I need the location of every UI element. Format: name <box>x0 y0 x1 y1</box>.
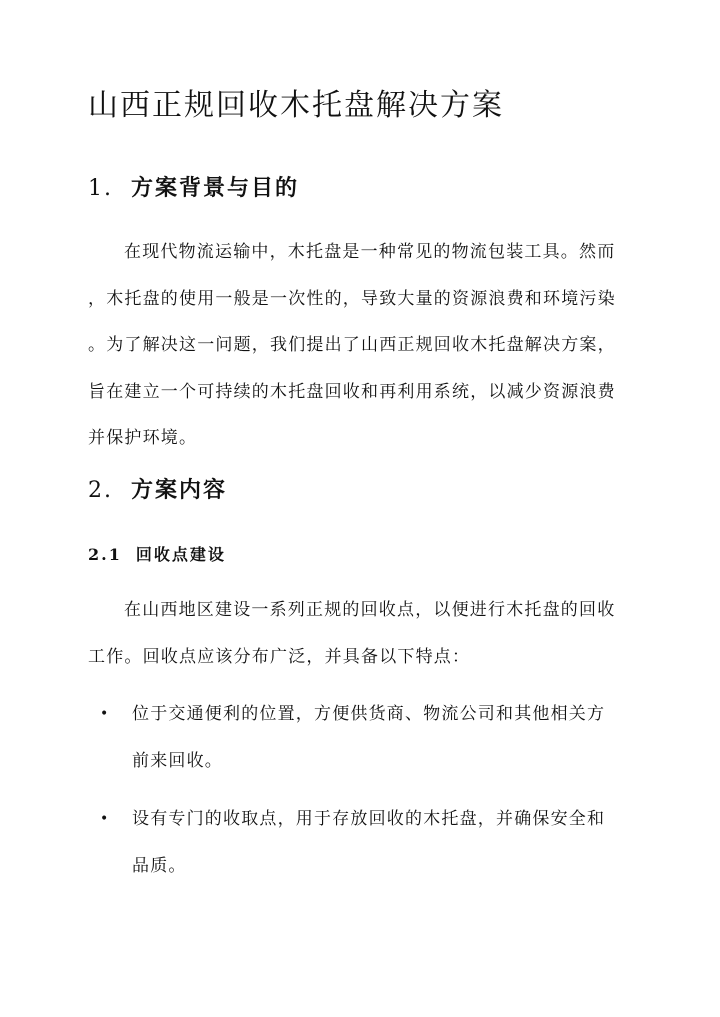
paragraph-line: 并保护环境。 <box>88 428 198 448</box>
bullet-line: 品质。 <box>132 855 187 876</box>
paragraph-line: 。为了解决这一问题，我们提出了山西正规回收木托盘解决方案， <box>88 335 616 355</box>
section-1-title: 方案背景与目的 <box>131 175 300 201</box>
bullet-item <box>100 691 640 784</box>
bullet-marker: • <box>100 706 110 722</box>
section-2-number: 2. <box>88 478 113 503</box>
document-title: 山西正规回收木托盘解决方案 <box>88 88 504 123</box>
bullet-item <box>100 796 640 889</box>
section-2-title: 方案内容 <box>131 477 228 503</box>
paragraph-line: 工作。回收点应该分布广泛，并具备以下特点： <box>88 646 471 667</box>
bullet-line: 前来回收。 <box>132 750 223 771</box>
section-1-heading <box>88 172 299 205</box>
bullet-marker: • <box>100 811 110 827</box>
section-2-heading <box>88 474 227 507</box>
subsection-2-1-title: 回收点建设 <box>135 545 226 564</box>
bullet-line: 设有专门的收取点，用于存放回收的木托盘，并确保安全和 <box>132 809 606 829</box>
bullet-line: 位于交通便利的位置，方便供货商、物流公司和其他相关方 <box>132 704 606 724</box>
subsection-2-1-paragraph <box>88 587 636 680</box>
section-1-number: 1. <box>88 176 113 201</box>
subsection-2-1-number: 2.1 <box>88 545 122 564</box>
bullet-text <box>100 796 640 889</box>
paragraph-line: 旨在建立一个可持续的木托盘回收和再利用系统，以减少资源浪费 <box>88 381 616 402</box>
paragraph-line: 在山西地区建设一系列正规的回收点，以便进行木托盘的回收 <box>124 600 616 620</box>
bullet-text <box>100 691 640 784</box>
subsection-2-1-heading <box>88 543 226 567</box>
section-1-paragraph <box>88 229 636 462</box>
paragraph-line: 在现代物流运输中，木托盘是一种常见的物流包装工具。然而 <box>124 242 616 262</box>
paragraph-line: ，木托盘的使用一般是一次性的，导致大量的资源浪费和环境污染 <box>88 288 616 309</box>
